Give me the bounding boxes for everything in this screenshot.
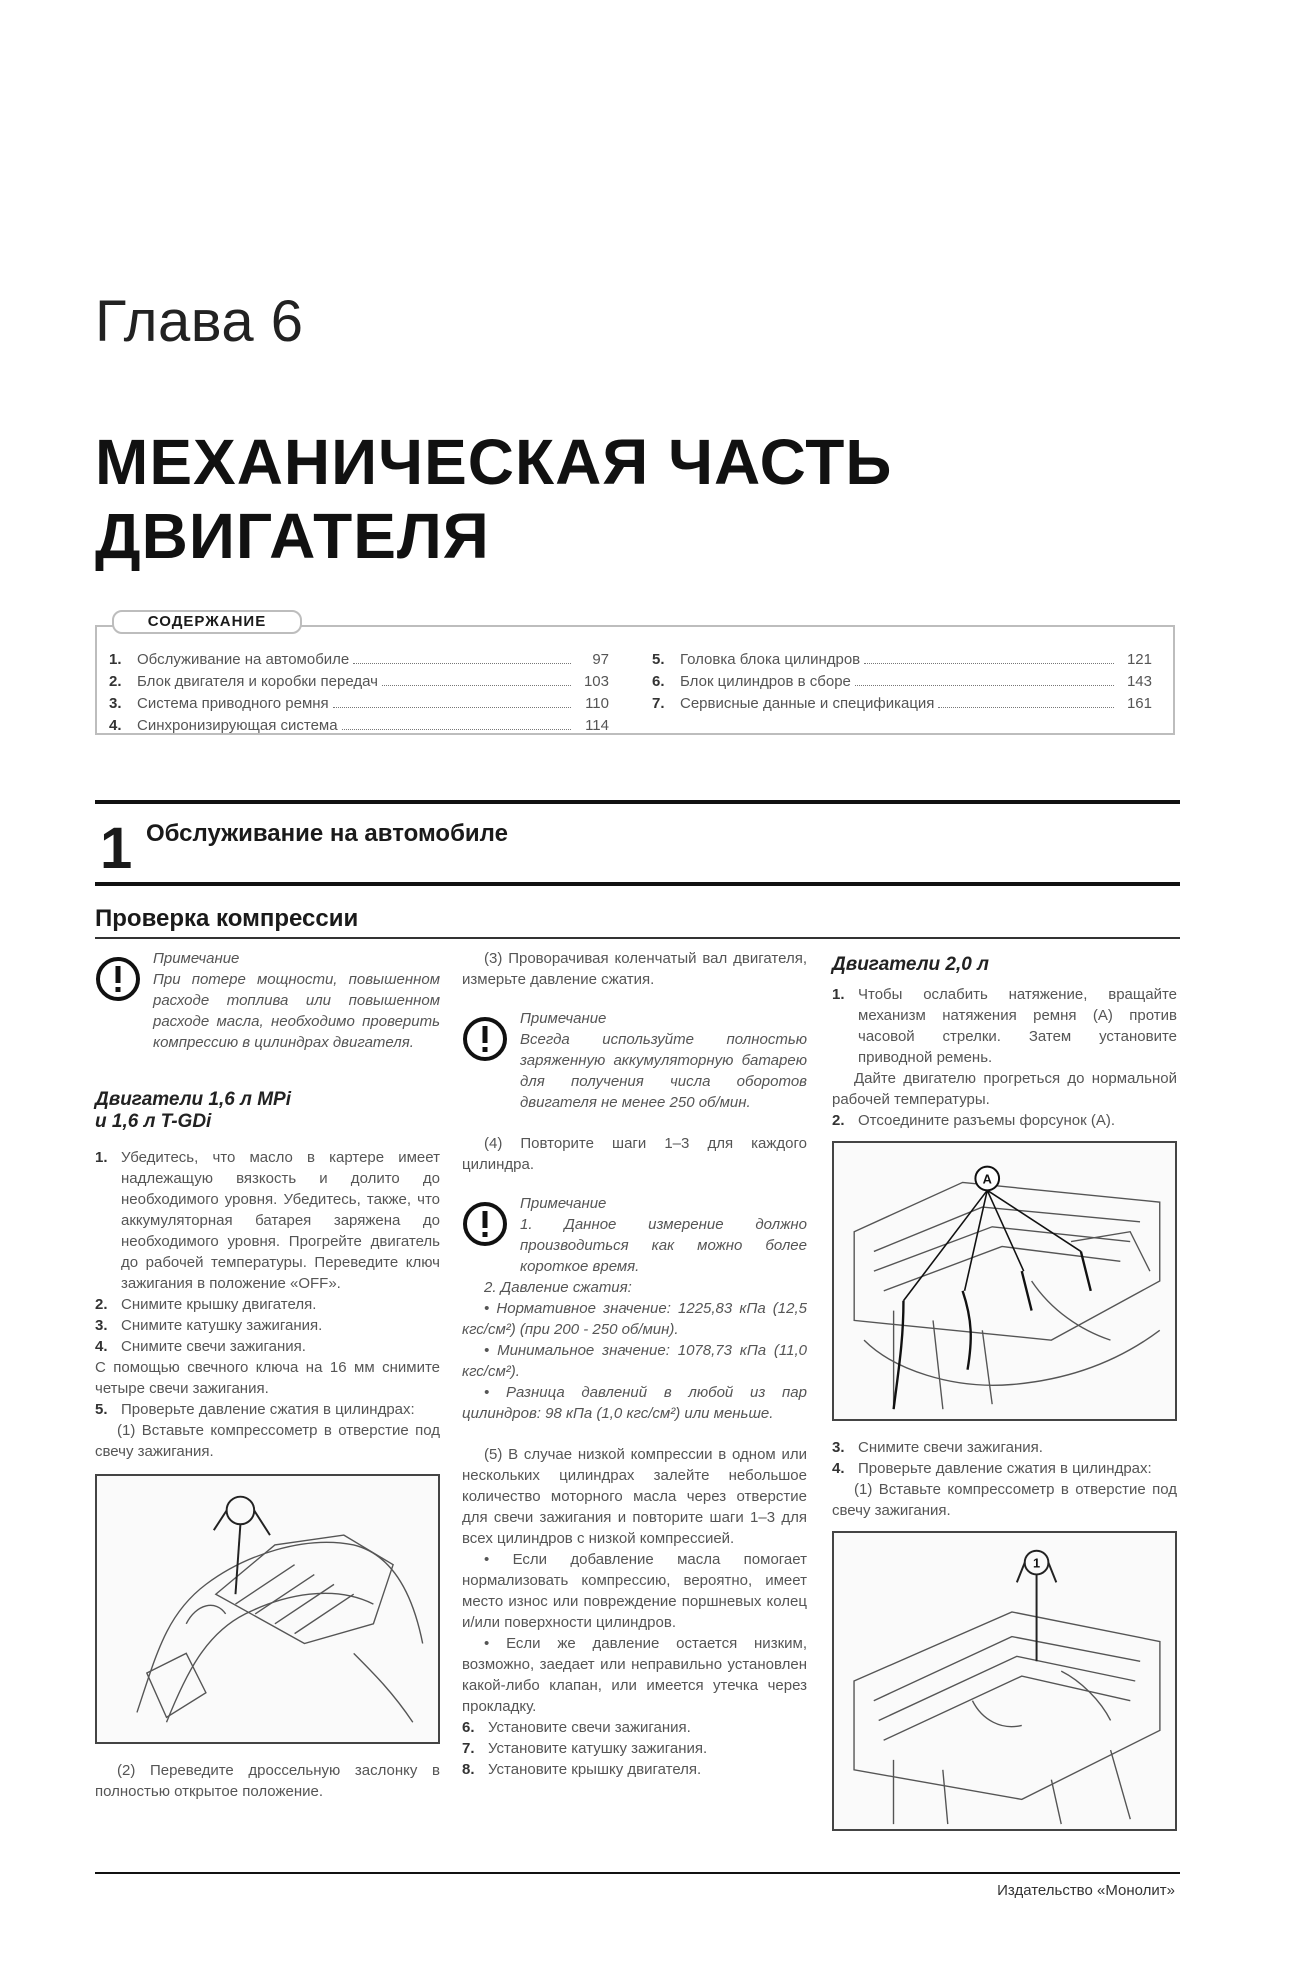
toc-item-label: Синхронизирующая система xyxy=(137,717,338,734)
subsection-rule xyxy=(95,937,1180,939)
note-heading: Примечание xyxy=(520,1195,607,1212)
step-text: Установите свечи зажигания. xyxy=(488,1719,691,1736)
toc-leader xyxy=(342,729,571,730)
figure-injector-connectors xyxy=(832,1141,1177,1421)
step-text: Снимите крышку двигателя. xyxy=(121,1296,317,1313)
paragraph: (3) Проворачивая коленчатый вал двигателя, измерьте давление сжатия. xyxy=(462,950,807,988)
toc-leader xyxy=(864,663,1114,664)
note-bullet: • Нормативное значение: 1225,83 кПа (12,5 кгс/см²) (при 200 - 250 об/мин). xyxy=(462,1300,807,1338)
toc-item[interactable] xyxy=(109,671,609,693)
text-column-1 xyxy=(95,948,440,1802)
toc-item-label: Обслуживание на автомобиле xyxy=(137,651,350,668)
toc-item-number: 4. xyxy=(109,717,122,734)
step-number: 7. xyxy=(462,1740,475,1757)
step-number: 5. xyxy=(95,1401,108,1418)
section-number: 1 xyxy=(100,816,133,881)
toc-item-label: Головка блока цилиндров xyxy=(680,651,861,668)
toc-item-page: 114 xyxy=(585,717,609,734)
chapter-title xyxy=(95,425,892,573)
toc-item-number: 3. xyxy=(109,695,122,712)
note-text: При потере мощности, повышенном расходе топлива или повышенном расходе масла, необходимо проверить компрессию в цилиндрах двигателя. xyxy=(153,971,440,1051)
step-number: 3. xyxy=(832,1439,845,1456)
step-text: Снимите катушку зажигания. xyxy=(121,1317,323,1334)
exclamation-icon xyxy=(95,956,141,1002)
toc-item-page: 103 xyxy=(583,673,609,690)
step-text: Установите крышку двигателя. xyxy=(488,1761,702,1778)
chapter-label: Глава 6 xyxy=(95,289,304,354)
toc-item[interactable] xyxy=(652,671,1152,693)
step-number: 8. xyxy=(462,1761,475,1778)
note-text: 1. Данное измерение должно производиться как можно более короткое время. xyxy=(520,1216,807,1275)
callout-1-label: 1 xyxy=(1032,1555,1041,1571)
paragraph: Дайте двигателю прогреться до нормальной рабочей температуры. xyxy=(832,1070,1177,1108)
step-number: 1. xyxy=(832,986,845,1003)
toc-column-right xyxy=(652,649,1152,715)
figure-compression-gauge-2-0 xyxy=(832,1531,1177,1831)
step-item xyxy=(832,1458,1177,1479)
bullet-paragraph: • Если же давление остается низким, возможно, заедает или неправильно установлен какой-либо клапан, или имеется утечка через прокладку. xyxy=(462,1635,807,1715)
step-number: 4. xyxy=(95,1338,108,1355)
paragraph: (4) Повторите шаги 1–3 для каждого цилиндра. xyxy=(462,1135,807,1173)
toc-item-page: 161 xyxy=(1126,695,1152,712)
paragraph: (5) В случае низкой компрессии в одном или нескольких цилиндрах залейте небольшое количество моторного масла через отверстие для свечи зажигания и повторите шаги 1–3 для всех цилиндров с низкой компрессией. xyxy=(462,1446,807,1547)
step-number: 2. xyxy=(832,1112,845,1129)
step-text: Убедитесь, что масло в картере имеет надлежащую вязкость и долито до необходимого уровня. Убедитесь, также, что аккумуляторная батарея заряжена до необходимого уровня. Прогрейте двигатель до рабочей температуры. Переведите ключ зажигания в положение «OFF». xyxy=(121,1149,440,1292)
step-text: Снимите свечи зажигания. xyxy=(121,1338,306,1355)
text-column-3 xyxy=(832,948,1177,1837)
paragraph: С помощью свечного ключа на 16 мм снимите четыре свечи зажигания. xyxy=(95,1359,440,1397)
step-text: Отсоедините разъемы форсунок (A). xyxy=(858,1112,1115,1129)
subsection-title: Проверка компрессии xyxy=(95,905,359,932)
step-text: Проверьте давление сжатия в цилиндрах: xyxy=(858,1460,1152,1477)
section-rule-bottom xyxy=(95,882,1180,886)
step-number: 2. xyxy=(95,1296,108,1313)
paragraph: (2) Переведите дроссельную заслонку в полностью открытое положение. xyxy=(95,1762,440,1800)
figure-compression-gauge-1-6 xyxy=(95,1474,440,1744)
note-bullet: • Минимальное значение: 1078,73 кПа (11,0 кгс/см²). xyxy=(462,1342,807,1380)
step-item xyxy=(832,984,1177,1068)
footer-rule xyxy=(95,1872,1180,1874)
text-column-2 xyxy=(462,948,807,1780)
section-rule-top xyxy=(95,800,1180,804)
toc-item-number: 5. xyxy=(652,651,665,668)
step-item xyxy=(462,1759,807,1780)
chapter-title-line-1: МЕХАНИЧЕСКАЯ ЧАСТЬ xyxy=(95,426,893,498)
toc-item-page: 97 xyxy=(592,651,609,668)
note-block xyxy=(95,948,440,1053)
note-text: Всегда используйте полностью заряженную аккумуляторную батарею для получения числа оборотов двигателя не менее 250 об/мин. xyxy=(520,1031,807,1111)
step-item xyxy=(95,1336,440,1357)
toc-item-number: 7. xyxy=(652,695,665,712)
toc-leader xyxy=(353,663,571,664)
chapter-title-line-2: ДВИГАТЕЛЯ xyxy=(95,500,490,572)
step-number: 6. xyxy=(462,1719,475,1736)
step-item xyxy=(95,1294,440,1315)
toc-item-page: 143 xyxy=(1126,673,1152,690)
section-title: Обслуживание на автомобиле xyxy=(146,820,508,847)
step-item xyxy=(95,1399,440,1420)
step-number: 3. xyxy=(95,1317,108,1334)
toc-item-page: 110 xyxy=(585,695,609,712)
exclamation-icon xyxy=(462,1201,508,1247)
toc-leader xyxy=(382,685,571,686)
toc-leader xyxy=(855,685,1114,686)
toc-item[interactable] xyxy=(652,649,1152,671)
step-item xyxy=(462,1717,807,1738)
toc-item-number: 1. xyxy=(109,651,122,668)
step-text: Установите катушку зажигания. xyxy=(488,1740,708,1757)
step-item xyxy=(832,1110,1177,1131)
bullet-paragraph: • Если добавление масла помогает нормализовать компрессию, вероятно, имеет место износ или повреждение поршневых колец и/или поверхности цилиндров. xyxy=(462,1551,807,1631)
note-block xyxy=(462,1008,807,1113)
step-number: 1. xyxy=(95,1149,108,1166)
toc-item-label: Система приводного ремня xyxy=(137,695,329,712)
toc-tab-label: СОДЕРЖАНИЕ xyxy=(112,610,302,634)
callout-a-label: A xyxy=(982,1171,992,1187)
engines-2-0-heading: Двигатели 2,0 л xyxy=(832,954,989,975)
toc-item-label: Блок цилиндров в сборе xyxy=(680,673,851,690)
step-item xyxy=(832,1437,1177,1458)
toc-item[interactable] xyxy=(109,693,609,715)
note-heading: Примечание xyxy=(520,1010,607,1027)
step-item xyxy=(95,1147,440,1294)
toc-item-number: 6. xyxy=(652,673,665,690)
toc-item-label: Блок двигателя и коробки передач xyxy=(137,673,378,690)
toc-item-label: Сервисные данные и спецификация xyxy=(680,695,935,712)
note-continuation xyxy=(462,1277,807,1424)
step-item xyxy=(95,1315,440,1336)
engines-heading-line-1: Двигатели 1,6 л MPi xyxy=(95,1089,291,1110)
engines-heading xyxy=(95,1089,440,1133)
exclamation-icon xyxy=(462,1016,508,1062)
toc-leader xyxy=(333,707,571,708)
step-text: Чтобы ослабить натяжение, вращайте механизм натяжения ремня (A) против часовой стрелки. Затем установите приводной ремень. xyxy=(858,986,1177,1066)
step-item xyxy=(462,1738,807,1759)
step-text: Проверьте давление сжатия в цилиндрах: xyxy=(121,1401,415,1418)
paragraph: (1) Вставьте компрессометр в отверстие под свечу зажигания. xyxy=(95,1422,440,1460)
step-number: 4. xyxy=(832,1460,845,1477)
toc-leader xyxy=(938,707,1114,708)
note-heading: Примечание xyxy=(153,950,240,967)
toc-item-page: 121 xyxy=(1126,651,1152,668)
note-text: 2. Давление сжатия: xyxy=(484,1279,632,1296)
step-text: Снимите свечи зажигания. xyxy=(858,1439,1043,1456)
publisher-footer: Издательство «Монолит» xyxy=(997,1882,1175,1899)
note-bullet: • Разница давлений в любой из пар цилиндров: 98 кПа (1,0 кгс/см²) или меньше. xyxy=(462,1384,807,1422)
toc-item[interactable] xyxy=(109,715,609,737)
table-of-contents xyxy=(95,625,1175,735)
toc-item[interactable] xyxy=(652,693,1152,715)
engines-heading-line-2: и 1,6 л T-GDi xyxy=(95,1111,212,1132)
toc-column-left xyxy=(109,649,609,737)
toc-item-number: 2. xyxy=(109,673,122,690)
paragraph: (1) Вставьте компрессометр в отверстие под свечу зажигания. xyxy=(832,1481,1177,1519)
toc-item[interactable] xyxy=(109,649,609,671)
note-block xyxy=(462,1193,807,1277)
